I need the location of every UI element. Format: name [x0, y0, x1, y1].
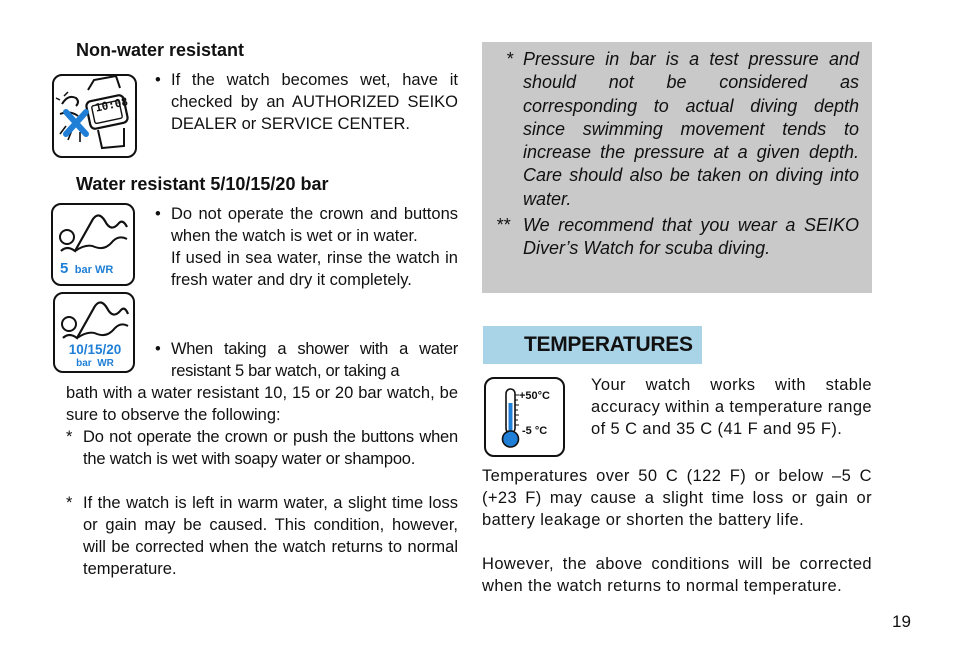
temperatures-title: TEMPERATURES — [524, 333, 693, 356]
page-number: 19 — [892, 612, 911, 631]
wr-5bar-icon — [51, 203, 135, 286]
temperature-paragraph-2: Temperatures over 50 C (122 F) or below –5 C (+23 F) may cause a slight time loss or gain or battery leakage or shorten the battery life. — [482, 467, 872, 529]
wr-note-1 — [66, 426, 458, 470]
wr-10-15-20bar-icon — [53, 292, 135, 373]
pressure-notes-box — [482, 42, 872, 293]
temperatures-title-bar — [483, 326, 702, 364]
bullet-dot: • — [155, 205, 161, 223]
thermometer-high-label: +50°C — [519, 390, 551, 402]
wr-5bar-label — [60, 260, 113, 278]
watch-display-text: 10:08 — [94, 95, 130, 115]
pressure-note-text: Pressure in bar is a test pressure and should not be considered as corresponding to actual diving depth since swimming movement tends to increase the pressure at a given depth. Care should also be taken on diving into water. — [523, 49, 859, 209]
wr-note-2-text: If the watch is left in warm water, a slight time loss or gain may be caused. This condition, however, will be corrected when the watch returns to normal temperature. — [83, 494, 458, 578]
wr-10-15-20-unit: bar WR — [76, 358, 114, 369]
wr-note-2 — [66, 492, 458, 580]
wr-bullet-2-continuation: bath with a water resistant 10, 15 or 20 bar watch, be sure to observe the following: — [66, 384, 458, 424]
wr-bullet-2-text: When taking a shower with a water resistant 5 bar watch, or taking a — [171, 340, 458, 380]
non-water-bullet — [155, 69, 458, 135]
pressure-note-mark: * — [506, 49, 514, 69]
diver-note-mark: ** — [496, 215, 511, 235]
asterisk-mark: * — [66, 494, 73, 512]
wr-bullet-1-text-a: Do not operate the crown and buttons when the watch is wet or in water. — [171, 205, 458, 245]
non-water-resistant-heading: Non-water resistant — [76, 40, 245, 60]
bullet-dot: • — [155, 340, 161, 358]
temperature-paragraph-1: Your watch works with stable accuracy within a temperature range of 5 C and 35 C (41 F and 95 F). — [591, 376, 872, 438]
thermometer-icon-box — [484, 377, 565, 457]
temperature-paragraph-3: However, the above conditions will be corrected when the watch returns to normal temperature. — [482, 555, 872, 595]
wr-10-15-20-value: 10/15/20 — [68, 342, 122, 357]
wr-bullet-1 — [155, 203, 458, 291]
wr-5bar-value: 5 — [60, 260, 69, 277]
thermometer-low-label: -5 °C — [522, 425, 548, 437]
wr-bullet-2 — [155, 338, 458, 382]
wet-watch-cross-icon — [54, 76, 134, 155]
non-water-bullet-text: If the watch becomes wet, have it checked by an AUTHORIZED SEIKO DEALER or SERVICE CENTER. — [171, 71, 458, 133]
non-water-resistant-icon — [52, 74, 137, 158]
wr-5bar-unit: bar WR — [74, 264, 114, 276]
asterisk-mark: * — [66, 428, 73, 446]
bullet-dot: • — [155, 71, 161, 89]
diver-note-text: We recommend that you wear a SEIKO Diver’s Watch for scuba diving. — [523, 215, 859, 259]
wr-bullet-1-text-b: If used in sea water, rinse the watch in fresh water and dry it completely. — [171, 249, 458, 289]
water-resistant-heading: Water resistant 5/10/15/20 bar — [76, 174, 329, 194]
wr-note-1-text: Do not operate the crown or push the buttons when the watch is wet with soapy water or shampoo. — [83, 428, 458, 468]
